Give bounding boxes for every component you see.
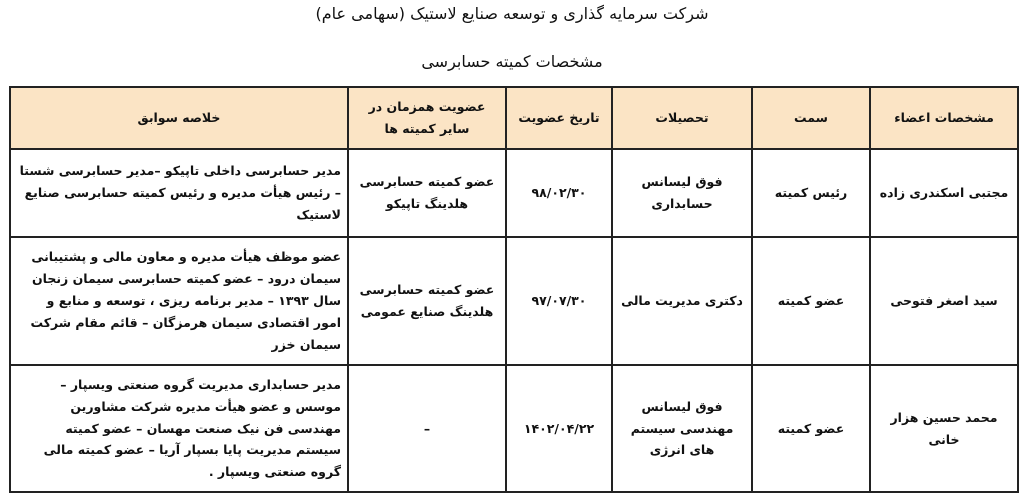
member-history: مدیر حسابرسی داخلی تاپیکو –مدیر حسابرسی شستا – رئیس هیأت مدیره و رئیس کمیته حسابرسی صنایع لاستیک (10, 149, 348, 237)
member-education: دکتری مدیریت مالی (612, 237, 752, 365)
member-other-committees: – (348, 365, 506, 492)
member-history: مدیر حسابداری مدیریت گروه صنعتی ویسپار – موسس و عضو هیأت مدیره شرکت مشاورین مهندسی فن نیک صنعت مهسان – عضو کمیته سیستم مدیریت پایا بسپار آریا – عضو کمیته مالی گروه صنعتی ویسپار . (10, 365, 348, 492)
table-header (10, 87, 1018, 149)
member-position: عضو کمیته (752, 237, 870, 365)
header-row (10, 87, 1018, 149)
member-position: رئیس کمیته (752, 149, 870, 237)
table-row (10, 237, 1018, 365)
member-other-committees: عضو کمیته حسابرسی هلدینگ تاپیکو (348, 149, 506, 237)
audit-committee-table (9, 86, 1019, 493)
column-header-position: سمت (752, 87, 870, 149)
company-title: شرکت سرمایه گذاری و توسعه صنایع لاستیک (سهامی عام) (315, 4, 709, 23)
member-name: محمد حسین هزار خانی (870, 365, 1018, 492)
table-row (10, 149, 1018, 237)
document-title: مشخصات کمیته حسابرسی (421, 52, 603, 71)
member-education: فوق لیسانس مهندسی سیستم های انرژی (612, 365, 752, 492)
member-history: عضو موظف هیأت مدیره و معاون مالی و پشتیبانی سیمان درود – عضو کمیته حسابرسی سیمان زنجان سال ۱۳۹۳ – مدیر برنامه ریزی ، توسعه و منابع و امور اقتصادی سیمان هرمزگان – قائم مقام شرکت سیمان خزر (10, 237, 348, 365)
column-header-history: خلاصه سوابق (10, 87, 348, 149)
column-header-join-date: تاریخ عضویت (506, 87, 612, 149)
member-join-date: ۹۸/۰۲/۳۰ (506, 149, 612, 237)
table-body (10, 149, 1018, 492)
member-other-committees: عضو کمیته حسابرسی هلدینگ صنایع عمومی (348, 237, 506, 365)
column-header-members: مشخصات اعضاء (870, 87, 1018, 149)
table-row (10, 365, 1018, 492)
member-join-date: ۹۷/۰۷/۳۰ (506, 237, 612, 365)
member-education: فوق لیسانس حسابداری (612, 149, 752, 237)
member-name: سید اصغر فتوحی (870, 237, 1018, 365)
column-header-education: تحصیلات (612, 87, 752, 149)
member-position: عضو کمیته (752, 365, 870, 492)
member-join-date: ۱۴۰۲/۰۴/۲۲ (506, 365, 612, 492)
member-name: مجتبی اسکندری زاده (870, 149, 1018, 237)
column-header-other-committees: عضویت همزمان در سایر کمیته ها (348, 87, 506, 149)
